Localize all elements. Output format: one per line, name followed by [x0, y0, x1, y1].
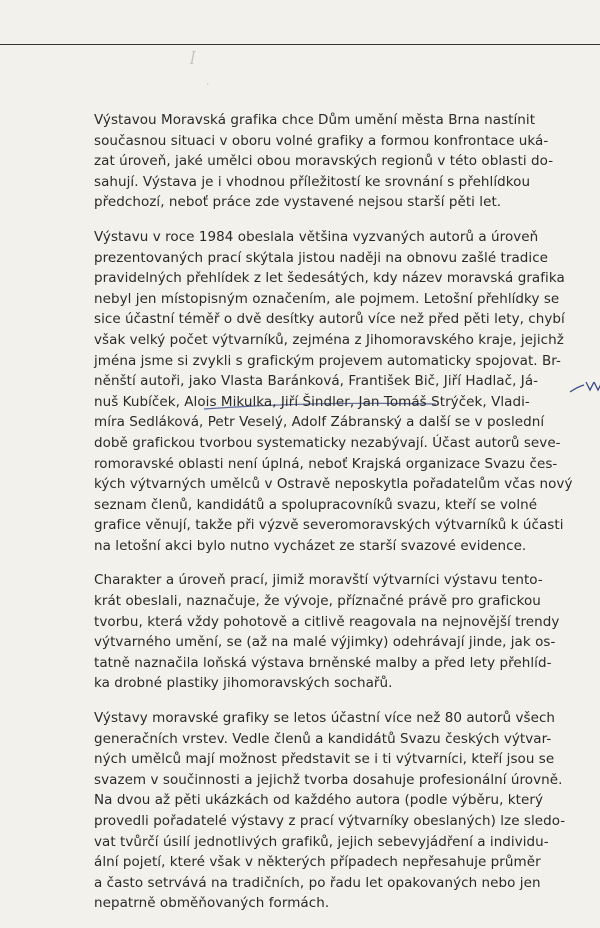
text-line: provedli pořadatelé výstavy z prací výtvarníky obeslaných) lze sledo- — [94, 813, 566, 829]
text-line: něnští autoři, jako Vlasta Baránková, František Bič, Jiří Hadlač, Já- — [94, 373, 539, 390]
text-line: tatně naznačila loňská výstava brněnské malby a před lety přehlíd- — [94, 654, 552, 671]
text-line: míra Sedláková, Petr Veselý, Adolf Zábranský a další se v poslední — [94, 414, 545, 431]
text-line: sahují. Výstava je i vhodnou příležitostí ke srovnání s přehlídkou — [94, 173, 531, 190]
faint-pencil-mark: · — [206, 78, 210, 91]
text-line: ných umělců mají možnost představit se i ti výtvarníci, kteří jsou se — [94, 751, 555, 768]
text-line: vat tvůrčí úsilí jednotlivých grafiků, jejich sebevyjádření a individu- — [94, 833, 549, 850]
text-line: grafice věnují, takže při výzvě severomoravských výtvarníků k účasti — [94, 517, 564, 534]
text-line: ka drobné plastiky jihomoravských sochařů. — [94, 675, 393, 692]
text-line: pravidelných přehlídek z let šedesátých, kdy název moravská grafika — [94, 270, 565, 287]
text-line: prezentovaných prací skýtala jistou naději na obnovu zašlé tradice — [94, 249, 549, 266]
text-line: Výstavu v roce 1984 obeslala většina vyzvaných autorů a úroveň — [94, 228, 539, 245]
text-line: kých výtvarných umělců v Ostravě neposkytla pořadatelům včas nový — [94, 476, 573, 493]
text-line: nuš Kubíček, Alois Mikulka, Jiří Šindler, Jan Tomáš Strýček, Vladi- — [94, 393, 530, 410]
text-line: předchozí, neboť práce zde vystavené nejsou starší pěti let. — [94, 194, 502, 211]
text-line: na letošní akci bylo nutno vycházet ze starší svazové evidence. — [94, 537, 527, 554]
text-line: generačních vrstev. Vedle členů a kandidátů Svazu českých výtvar- — [94, 730, 552, 747]
top-rule — [0, 44, 600, 45]
paragraph-1 — [94, 110, 554, 213]
text-line: Výstavou Moravská grafika chce Dům umění města Brna nastínit — [94, 112, 536, 128]
paragraph-3 — [94, 570, 560, 694]
paragraph-2 — [94, 227, 573, 557]
text-line: výtvarného umění, se (až na malé výjimky) odehrávají jinde, jak os- — [94, 634, 556, 651]
text-line: současnou situaci v oboru volné grafiky a formou konfrontace uká- — [94, 132, 549, 149]
text-line: seznam členů, kandidátů a spolupracovníků svazu, kteří se volné — [94, 496, 538, 513]
text-line: nebyl jen místopisným označením, ale pojmem. Letošní přehlídky se — [94, 290, 560, 307]
article-body — [94, 110, 573, 928]
text-line: romoravské oblasti není úplná, neboť Krajská organizace Svazu čes- — [94, 455, 558, 472]
text-line: jména jsme si zvykli s grafickým projevem automaticky spojovat. Br- — [94, 352, 561, 369]
text-line: však velký počet výtvarníků, zejména z Jihomoravského kraje, jejichž — [94, 331, 564, 348]
text-line: sice účastní téměř o dvě desítky autorů více než před pěti lety, chybí — [94, 311, 565, 328]
text-line: Na dvou až pěti ukázkách od každého autora (podle výběru, který — [94, 792, 544, 809]
text-line: Charakter a úroveň prací, jimiž moravští výtvarníci výstavu tento- — [94, 572, 543, 589]
paragraph-4 — [94, 708, 566, 914]
text-line: ální pojetí, které však v některých případech nepřesahuje průměr — [94, 854, 541, 871]
text-line: nepatrně obměňovaných formách. — [94, 895, 330, 912]
text-line: svazem v součinnosti a jejichž tvorba dosahuje profesionální úrovně. — [94, 771, 563, 788]
text-line: době grafickou tvorbou systematicky nezabývají. Účast autorů seve- — [94, 434, 561, 451]
faint-pencil-mark: ꟾ — [190, 52, 196, 68]
text-line: tvorbu, která vždy pohotově a citlivě reagovala na nejnovější trendy — [94, 613, 560, 630]
text-line: Výstavy moravské grafiky se letos účastní více než 80 autorů všech — [94, 710, 556, 727]
text-line: zat úroveň, jaké umělci obou moravských regionů v této oblasti do- — [94, 153, 554, 170]
text-line: a často setrvává na tradičních, po řadu let opakovaných nebo jen — [94, 874, 541, 891]
text-line: krát obeslali, naznačuje, že vývoje, příznačné právě pro grafickou — [94, 593, 541, 610]
handwritten-margin-note — [568, 376, 600, 416]
